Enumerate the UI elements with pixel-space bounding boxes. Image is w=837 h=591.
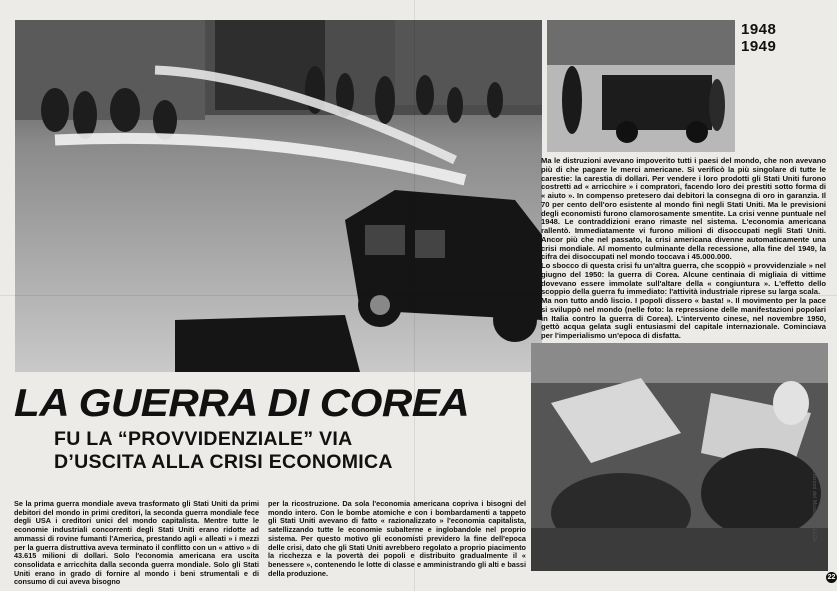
subtitle-line-1: FU LA “PROVVIDENZIALE” VIA: [54, 428, 353, 450]
police-jeep-photo: [547, 20, 735, 152]
main-title: LA GUERRA DI COREA: [14, 382, 470, 425]
riot-water-cannon-photo: [15, 20, 542, 372]
subtitle-line-2: D’USCITA ALLA CRISI ECONOMICA: [54, 451, 393, 473]
bottom-left-text: Se la prima guerra mondiale aveva trasformato gli Stati Uniti da primi debitori del mondo in primi creditori, la seconda guerra mondiale fece degli USA i creditori unici del mondo capitalista. Mentre tutte le economie industriali concorrenti degli Stati Uniti erano ridotte ad ammassi di rovine fumanti l'America, prestando agli « alleati » i mezzi per la guerra distruttiva aveva terminato il conflitto con un « attivo » di 43.615 milioni di dollari. Solo l'economia americana era uscita consolidata e arricchita dalla seconda guerra mondiale. Solo gli Stati Uniti erano in grado di fornire al mondo i beni strumentali e di consumo di cui aveva bisogno: [14, 499, 259, 587]
fold-crease-horizontal: [0, 295, 837, 296]
page-number: 22: [827, 574, 836, 581]
year-start: 1948: [741, 21, 777, 38]
right-article-text: [541, 157, 826, 341]
year-end: 1949: [741, 38, 777, 55]
right-paragraph-1: Ma le distruzioni avevano impoverito tutti i paesi del mondo, che non avevano più di che pagare le merci americane. Si verificò la più singolare di tutte le carestie: la carestia di dollari. Per vendere i loro prodotti gli Stati Uniti furono costretti ad « arricchire » i compratori, facendo loro dei prestiti sotto forma di « aiuto ». In compenso pretesero dai debitori la consegna di oro in garanzia. Il 70 per cento dell'oro esistente al mondo finì negli Stati Uniti. Ma le previsioni degli economisti furono clamorosamente smentite. La crisi venne puntuale nel 1948. Le contraddizioni erano rimaste nel sistema. L'economia americana rallentò. Immediatamente vi furono milioni di disoccupati negli Stati Uniti. Ancor più che nel passato, la crisi americana divenne automaticamente una crisi mondiale. Al momento culminante della recessione, alla fine del 1949, la cifra dei disoccupati nel mondo toccava i 45.000.000.: [541, 156, 826, 262]
subtitle: [54, 428, 534, 474]
protesters-photo: [531, 343, 828, 571]
right-paragraph-2: Lo sbocco di questa crisi fu un'altra guerra, che scoppiò « provvidenziale » nel giugno del 1950: la guerra di Corea. Alcune centinaia di migliaia di vittime dovevano essere immolate sull'altare della « congiuntura ». L'effetto dello scoppio della guerra fu immediato: l'attività industriale riprese su larga scala.: [541, 261, 826, 297]
right-paragraph-3: Ma non tutto andò liscio. I popoli dissero « basta! ». Il movimento per la pace si sviluppò nel mondo (nelle foto: la repressione delle manifestazioni popolari in Italia contro la guerra di Corea). L'intervento cinese, nel novembre 1950, gettò acqua gelata sugli entusiasmi del capitale internazionale. Cominciava per l'imperialismo un'epoca di disfatta.: [541, 296, 826, 340]
years-heading: [741, 21, 776, 55]
bottom-right-text: per la ricostruzione. Da sola l'economia americana copriva i bisogni del mondo intero. Con le bombe atomiche e con i bombardamenti a tappeto gli Stati Uniti avevano di fatto « razionalizzato » l'economia capitalista, satellizzando tutte le economie subalterne e inglobandole nel proprio sistema. Per questo motivo gli economisti previdero la fine dell'epoca delle crisi, dato che gli Stati Uniti avrebbero regolato a proprio piacimento la ricchezza e la povertà dei popoli e distribuito gradualmente il « benessere », contenendo le lotte di classe e amministrando gli alti e bassi della produzione.: [268, 499, 526, 578]
publisher-credit: Edizioni del Museo «GALLO»: [811, 470, 817, 543]
